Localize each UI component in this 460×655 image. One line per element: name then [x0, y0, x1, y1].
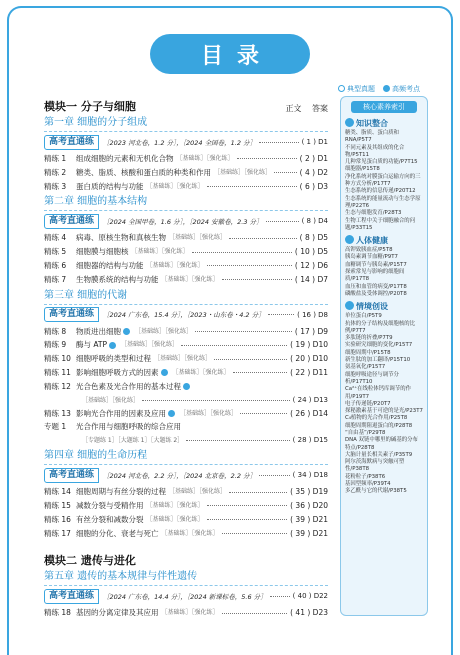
- page-ref: ( 35 ) D19: [290, 487, 328, 497]
- row-title: 细胞的分化、衰老与死亡: [76, 528, 159, 538]
- sidebar-item[interactable]: 生态系统的信息传递/P20T12: [345, 188, 416, 195]
- row-code: 精练 3: [44, 181, 67, 191]
- toc-row[interactable]: [44, 366, 328, 380]
- page-ref: ( 20 ) D10: [290, 354, 328, 364]
- row-tag: ［基础练］［强化练］: [146, 515, 204, 523]
- row-code: 精练 17: [44, 528, 71, 538]
- row-code: 精练 13: [44, 408, 71, 418]
- leader-dots: [259, 475, 290, 476]
- row-title: 糖类、脂质、核酸和蛋白质的种类和作用: [76, 167, 211, 177]
- row-tag: ［基础练］［强化练］: [161, 275, 219, 283]
- direct-practice-row[interactable]: [44, 307, 328, 323]
- sidebar-item[interactable]: 抗体的分子结构及细胞核的比例/P7T7: [345, 320, 416, 334]
- page-ref: ( 16 ) D8: [297, 310, 328, 319]
- toc-row-continued[interactable]: [44, 394, 328, 407]
- row-title: 减数分裂与受精作用: [76, 500, 144, 510]
- toc-row[interactable]: [44, 513, 328, 527]
- sidebar-item[interactable]: 探索常见与影响的细胞间质/P17T8: [345, 269, 405, 283]
- direct-practice-row[interactable]: [44, 467, 328, 483]
- page-ref: ( 22 ) D11: [290, 367, 328, 377]
- toc-row[interactable]: [44, 380, 328, 394]
- dot-icon: [383, 85, 390, 92]
- leader-dots: [192, 252, 292, 253]
- sidebar-section-heading: [341, 232, 427, 247]
- row-code: 精练 8: [44, 326, 67, 336]
- section-heading-text: 情境创设: [356, 302, 388, 312]
- toc-row[interactable]: [44, 325, 328, 339]
- toc-row[interactable]: [44, 527, 328, 541]
- leader-dots: [207, 519, 288, 520]
- leader-dots: [268, 314, 295, 315]
- direct-practice-row[interactable]: [44, 213, 328, 229]
- page-ref: ( 2 ) D1: [299, 154, 328, 163]
- row-code: 精练 15: [44, 500, 71, 510]
- module-1-heading: 模块一 分子与细胞 正文 答案: [44, 100, 328, 113]
- sidebar-item[interactable]: 高钾致胰血症/P5T8: [345, 247, 393, 254]
- row-code: 专题 1: [44, 422, 67, 432]
- row-title: 细胞呼吸的类型和过程: [76, 354, 151, 364]
- row-title: 基因的分离定律及其应用: [76, 608, 159, 618]
- toc-row[interactable]: [44, 485, 328, 499]
- leader-dots: [237, 158, 297, 159]
- toc-row[interactable]: [44, 245, 328, 259]
- page-ref: ( 6 ) D3: [299, 181, 328, 191]
- row-tag: ［基础练］［强化练］: [146, 261, 204, 269]
- sidebar-item[interactable]: 不同元素及其组成的化合物/P5T11: [345, 144, 405, 158]
- chapter-5-title[interactable]: 第五章 遗传的基本规律与伴性遗传: [44, 568, 328, 586]
- leader-dots: [207, 265, 292, 266]
- page-ref: ( 14 ) D7: [294, 274, 328, 284]
- direct-practice-source: ［2023 河北卷，1.2 分］，［2024 全国卷，1.2 分］: [103, 138, 257, 147]
- row-title: 影响细胞呼吸方式的因素: [76, 367, 159, 377]
- sidebar-title: 核心素养索引: [351, 101, 417, 113]
- chapter-3-title[interactable]: 第三章 细胞的代谢: [44, 287, 328, 305]
- sidebar-item[interactable]: 细胞呼吸途径与调节分析/P17T10: [345, 371, 399, 385]
- frequent-dot-icon: [168, 410, 175, 417]
- leader-dots: [222, 613, 288, 614]
- row-title: 光合作用与细胞呼吸的综合应用: [76, 422, 181, 432]
- page-ref: ( 24 ) D13: [292, 395, 328, 404]
- toc-row[interactable]: [44, 352, 328, 366]
- row-code: 精练 11: [44, 367, 71, 377]
- sidebar-index: [340, 96, 428, 616]
- row-title: 组成细胞的元素和无机化合物: [76, 154, 174, 163]
- toc-row-continued[interactable]: [44, 434, 328, 447]
- sidebar-item[interactable]: 多乙酰与它的代谢/P38T5: [345, 488, 407, 495]
- ring-icon: [338, 85, 345, 92]
- row-code: 精练 5: [44, 247, 67, 257]
- sidebar-section-heading: [341, 115, 427, 130]
- row-title: 病毒、原核生物和真核生物: [76, 233, 166, 243]
- sidebar-item[interactable]: 细胞器/P15T8: [345, 166, 380, 173]
- page-banner-title: 目录: [150, 34, 310, 74]
- row-tag: ［基础练］［强化练］: [169, 488, 227, 496]
- page-ref: ( 19 ) D10: [290, 340, 328, 350]
- sidebar-item[interactable]: C₄植物的光合作用/P25T8: [345, 415, 408, 422]
- row-title: 光合色素及光合作用的基本过程: [76, 381, 181, 391]
- leader-dots: [229, 492, 287, 493]
- row-tag: ［基础练］［强化练］: [146, 501, 204, 509]
- row-tag: ［基础练］［强化练］: [169, 234, 227, 242]
- sidebar-item[interactable]: 生态与细胞发育/P28T3: [345, 210, 402, 217]
- sidebar-item[interactable]: 几种常见蛋白质的功能/P7T15: [345, 159, 418, 166]
- sidebar-item[interactable]: 净化系统对膜蛋白运输方向的三种方式分析/P17T7: [345, 173, 421, 188]
- toc-row[interactable]: [44, 273, 328, 287]
- row-title: 细胞周期与有丝分裂的过程: [76, 487, 166, 497]
- chapter-1-title[interactable]: 第一章 细胞的分子组成: [44, 114, 328, 132]
- row-tag: ［基础练］［强化练］: [161, 609, 219, 617]
- toc-row[interactable]: [44, 152, 328, 166]
- frequent-dot-icon: [183, 383, 190, 390]
- sidebar-item[interactable]: 基因型频率/P39T4: [345, 481, 391, 488]
- row-code: 精练 4: [44, 233, 67, 243]
- toc-row[interactable]: [44, 338, 328, 352]
- sidebar-item[interactable]: 单位蛋白/P5T9: [345, 313, 382, 320]
- row-code: 精练 18: [44, 608, 71, 618]
- toc-row[interactable]: [44, 259, 328, 273]
- sidebar-item[interactable]: 电子传递链/P20T7: [345, 400, 391, 407]
- page-ref: ( 28 ) D15: [292, 436, 328, 445]
- sidebar-item[interactable]: 血压和血管的病变/P17T8: [345, 283, 407, 290]
- leader-dots: [233, 372, 288, 373]
- leader-dots: [142, 394, 290, 401]
- sidebar-item[interactable]: 探秘激素基于可逆的是光/P23T7: [345, 408, 423, 415]
- row-tag: ［基础练］［强化练］: [172, 368, 230, 376]
- leader-dots: [186, 434, 289, 441]
- row-code: 精练 9: [44, 340, 67, 350]
- page-ref: ( 40 ) D22: [292, 592, 328, 601]
- legend-typical: 典型真题: [338, 84, 375, 94]
- direct-practice-row[interactable]: [44, 134, 328, 150]
- chapter-2-title[interactable]: 第二章 细胞的基本结构: [44, 193, 328, 211]
- leader-dots: [214, 359, 287, 360]
- sidebar-item[interactable]: 血糖调节与胰岛素/P15T7: [345, 261, 407, 268]
- sidebar-item[interactable]: 细胞周期中/P15T8: [345, 349, 391, 356]
- toc-row[interactable]: [44, 166, 328, 180]
- page-ref: ( 8 ) D4: [301, 217, 328, 226]
- direct-practice-source: ［2024 河北卷，2.2 分］，［2024 北京卷，2.2 分］: [103, 471, 257, 480]
- direct-practice-label: 高考直通练: [44, 135, 99, 150]
- row-tag: ［基础练］［强化练］: [121, 341, 179, 349]
- direct-practice-label: 高考直通练: [44, 468, 99, 483]
- direct-practice-source: ［2024 广东卷，14.4 分］，［2024 新课标卷，5.6 分］: [103, 592, 267, 601]
- page-ref: ( 36 ) D20: [290, 500, 328, 510]
- sidebar-item[interactable]: 实验研究细胞的变化/P15T7: [345, 342, 413, 349]
- leader-dots: [274, 172, 297, 173]
- sidebar-item[interactable]: 氨基氧化/P15T7: [345, 364, 386, 371]
- sidebar-item[interactable]: 大脑计量长相关素子/P35T9: [345, 451, 413, 458]
- column-header: 正文 答案: [285, 104, 328, 113]
- page-ref: ( 12 ) D6: [294, 260, 328, 270]
- row-title: 影响光合作用的因素及应用: [76, 408, 166, 418]
- sidebar-item[interactable]: 糖类、脂质、蛋白质和 RNA/P5T7: [345, 130, 399, 144]
- leader-dots: [207, 186, 297, 187]
- leader-dots: [181, 345, 287, 346]
- row-code: 精练 7: [44, 274, 67, 284]
- page-ref: ( 10 ) D5: [294, 247, 328, 257]
- page-ref: ( 39 ) D21: [290, 528, 328, 538]
- row-title: 生物膜系统的结构与功能: [76, 274, 159, 284]
- page-ref: ( 1 ) D1: [301, 138, 328, 146]
- row-title: 物质进出细胞: [76, 326, 121, 336]
- sidebar-item[interactable]: “自由基”/P29T8: [345, 429, 386, 436]
- direct-practice-label: 高考直通练: [44, 214, 99, 229]
- sidebar-section-heading: [341, 298, 427, 313]
- row-tag: ［基础练］［强化练］: [146, 182, 204, 190]
- sidebar-item[interactable]: 磷酸盐及受体调控/P20T8: [345, 290, 407, 297]
- section-bullet-icon: [345, 235, 354, 244]
- row-title: 细胞膜与细胞核: [76, 247, 129, 257]
- row-title: 细胞器的结构与功能: [76, 260, 144, 270]
- row-tag: ［基础练］［强化练］: [135, 327, 193, 335]
- row-code: 精练 2: [44, 167, 67, 177]
- row-code: 精练 1: [44, 154, 67, 163]
- direct-practice-row[interactable]: [44, 588, 328, 604]
- section-heading-text: 人体健康: [356, 236, 388, 246]
- row-code: 精练 12: [44, 381, 71, 391]
- page-ref: ( 26 ) D14: [290, 408, 328, 418]
- leader-dots: [266, 221, 299, 222]
- leader-dots: [195, 331, 292, 332]
- row-tag: ［基础练］［强化练］: [82, 396, 140, 404]
- toc-row[interactable]: [44, 407, 328, 421]
- row-tag: ［基础练］［强化练］: [176, 155, 234, 162]
- legend-frequent: 高频考点: [383, 84, 420, 94]
- section-bullet-icon: [345, 118, 354, 127]
- leader-dots: [229, 238, 297, 239]
- direct-practice-source: ［2024 广东卷，15.4 分］，［2023・山东卷・4.2 分］: [103, 311, 265, 320]
- page-ref: ( 41 ) D23: [290, 608, 328, 618]
- frequent-dot-icon: [123, 328, 130, 335]
- page-ref: ( 4 ) D2: [299, 167, 328, 177]
- row-title: 酶与 ATP: [76, 340, 108, 350]
- chapter-4-title[interactable]: 第四章 细胞的生命历程: [44, 447, 328, 465]
- page-ref: ( 39 ) D21: [290, 514, 328, 524]
- row-tag: ［基础练］［强化练］: [154, 355, 212, 363]
- row-title: 有丝分裂和减数分裂: [76, 514, 144, 524]
- direct-practice-source: ［2024 全国甲卷，1.6 分］，［2024 安徽卷，2.3 分］: [103, 217, 263, 226]
- row-tag: ［基础练］［强化练］: [131, 248, 189, 256]
- sidebar-item[interactable]: 生态系统的能量流动与生态学原理/P22T6: [345, 195, 421, 209]
- row-tag: ［基础练］［强化练］: [214, 168, 272, 176]
- row-tag: ［基础练］［强化练］: [161, 529, 219, 537]
- row-code: 精练 16: [44, 514, 71, 524]
- sidebar-item[interactable]: 多肽链的折叠/P7T9: [345, 335, 393, 342]
- sidebar-item[interactable]: 胰岛素调节血糖/P9T7: [345, 254, 398, 261]
- legend: [338, 84, 420, 94]
- leader-dots: [207, 505, 288, 506]
- sidebar-item[interactable]: 生物工程中关于细胞融合的问题/P33T15: [345, 217, 416, 231]
- row-code: 精练 14: [44, 487, 71, 497]
- section-heading-text: 知识整合: [356, 119, 388, 128]
- frequent-dot-icon: [109, 342, 116, 349]
- leader-dots: [222, 533, 288, 534]
- toc-row[interactable]: [44, 180, 328, 194]
- sidebar-item[interactable]: Ca²⁺在线粒体钙库调节的作用/P19T7: [345, 386, 411, 400]
- row-title: 蛋白质的结构与功能: [76, 181, 144, 191]
- sidebar-item[interactable]: DNA 双链中哪里的碱基的分布特点/P28T8: [345, 437, 418, 451]
- module-2-heading: 模块二 遗传与进化: [44, 554, 136, 568]
- frequent-dot-icon: [161, 369, 168, 376]
- direct-practice-label: 高考直通练: [44, 307, 99, 322]
- toc-row[interactable]: [44, 499, 328, 513]
- leader-dots: [222, 279, 292, 280]
- row-code: 精练 10: [44, 354, 71, 364]
- page-ref: ( 34 ) D18: [292, 471, 328, 480]
- row-tag: ［专题练 1］［大题练 1］［大题练 2］: [82, 437, 184, 445]
- toc-row[interactable]: [44, 231, 328, 245]
- row-tag: ［基础练］［强化练］: [180, 409, 238, 417]
- row-code: 精练 6: [44, 260, 67, 270]
- toc-row[interactable]: [44, 606, 328, 620]
- toc-main: [44, 98, 328, 620]
- page-ref: ( 17 ) D9: [294, 326, 328, 336]
- direct-practice-label: 高考直通练: [44, 589, 99, 604]
- leader-dots: [270, 596, 290, 597]
- sidebar-item[interactable]: 新生肽的加工翻译/P15T10: [345, 357, 411, 364]
- section-bullet-icon: [345, 301, 354, 310]
- sidebar-item[interactable]: 花粉粒子/P38T6: [345, 473, 386, 480]
- toc-row[interactable]: [44, 420, 328, 434]
- page-ref: ( 8 ) D5: [299, 233, 328, 243]
- sidebar-item[interactable]: 阿尔茨海默病与突触可塑性/P38T8: [345, 459, 405, 473]
- leader-dots: [259, 142, 299, 143]
- sidebar-item[interactable]: 细胞周期阻遏蛋白的/P28T8: [345, 422, 413, 429]
- leader-dots: [240, 413, 287, 414]
